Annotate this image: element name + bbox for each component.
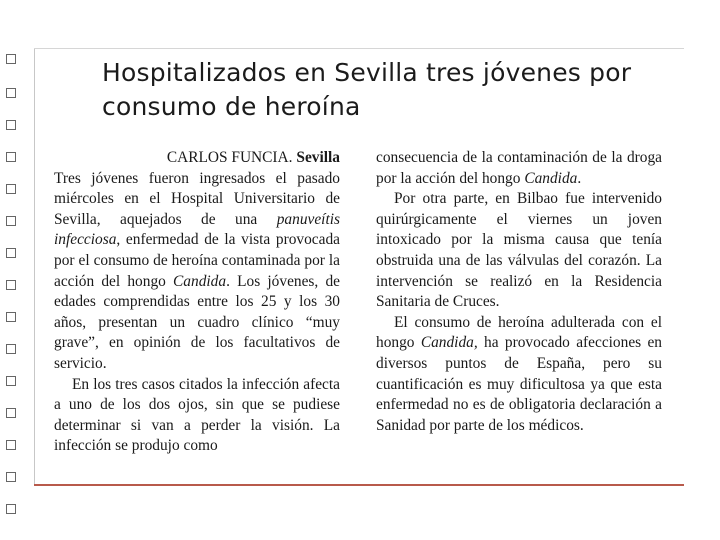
bullet-square-icon [6, 376, 16, 386]
article-headline: Hospitalizados en Sevilla tres jóvenes por consumo de heroína [102, 58, 632, 121]
paragraph [376, 313, 662, 437]
article-column-right [376, 148, 662, 436]
paragraph-text: consecuencia de la contaminación de la droga por la acción del hongo [376, 149, 662, 187]
bullet-square-icon [6, 216, 16, 226]
bullet-square-icon [6, 88, 16, 98]
bullet-square-icon [6, 408, 16, 418]
paragraph: Por otra parte, en Bilbao fue intervenido quirúrgicamente el viernes un joven intoxicado por la misma causa que tenía obstruida una de las válvulas del corazón. La intervención se realizó en la Residencia Sanitaria de Cruces. [376, 190, 662, 311]
bullet-square-icon [6, 440, 16, 450]
frame-top-rule [34, 48, 684, 49]
bullet-square-icon [6, 54, 16, 64]
bullet-square-icon [6, 312, 16, 322]
paragraph: En los tres casos citados la infección afecta a uno de los dos ojos, sin que se pudiese determinar si van a perder la visión. La infección se produjo como [54, 375, 340, 455]
bullet-square-icon [6, 184, 16, 194]
paragraph-text: El consumo de heroína adulterada con el hongo [376, 313, 662, 352]
paragraph [376, 148, 662, 189]
paragraph-text: Tres jóvenes fueron ingresados el pasado miércoles en el Hospital Universitario de Sevilla, aquejados de una [54, 169, 340, 228]
italic-term: Candida [524, 169, 578, 187]
bullet-square-icon [6, 152, 16, 162]
bullet-square-icon [6, 344, 16, 354]
italic-term: Candida, [420, 334, 478, 352]
bullet-square-icon [6, 280, 16, 290]
byline-place: Sevilla [296, 149, 340, 166]
byline [54, 148, 340, 169]
bullet-square-icon [6, 504, 16, 514]
frame-bottom-rule [34, 484, 684, 486]
bullet-square-icon [6, 248, 16, 258]
paragraph-text: . Los jóvenes, de edades comprendidas entre los 25 y los 30 años, presentan un cuadro clínico “muy grave”, en opinión de los facultativos de servicio. [54, 272, 340, 372]
paragraph-text: ha provocado afecciones en diversos puntos de España, pero su cuantificación es muy dificultosa ya que esta enfermedad no es de obligatoria declaración a Sanidad por parte de los médicos. [376, 334, 663, 434]
frame-left-rule [34, 48, 35, 484]
bullet-square-icon [6, 472, 16, 482]
paragraph-text: , enfermedad de la vista provocada por el consumo de heroína contaminada por la acción del hongo [54, 231, 340, 290]
italic-term: panuveítis infecciosa [54, 210, 340, 249]
paragraph-text: . [577, 169, 582, 187]
byline-author: CARLOS FUNCIA. [166, 149, 293, 166]
article-column-left [54, 148, 340, 457]
italic-term: Candida [173, 272, 227, 290]
paragraph [54, 169, 340, 375]
bullet-square-icon [6, 120, 16, 130]
